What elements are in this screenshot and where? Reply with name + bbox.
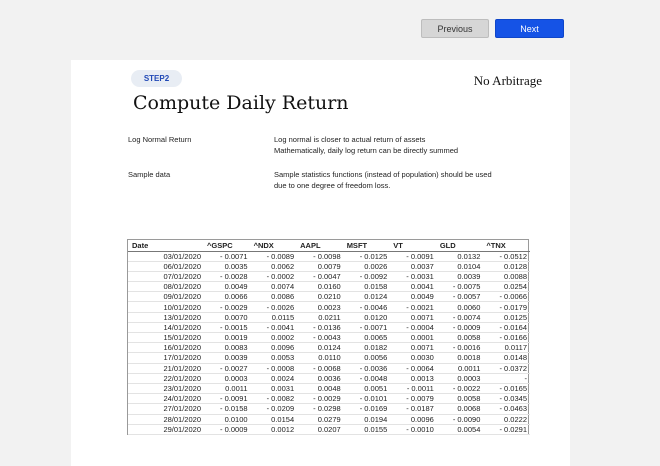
table-header-row [128, 240, 530, 251]
table-row [128, 383, 530, 393]
return-cell: 0.0096 [251, 343, 298, 353]
return-cell: 0.0051 [344, 383, 391, 393]
return-cell: 0.0096 [390, 414, 437, 424]
info-line: Mathematically, daily log return can be directly summed [274, 146, 459, 155]
return-cell: - 0.0098 [297, 251, 344, 261]
return-cell: 0.0035 [204, 261, 251, 271]
return-cell: 0.0110 [297, 353, 344, 363]
return-cell: - 0.0089 [251, 251, 298, 261]
return-cell: - 0.0027 [204, 363, 251, 373]
date-cell: 13/01/2020 [128, 312, 204, 322]
return-cell: 0.0036 [297, 373, 344, 383]
table-row [128, 333, 530, 343]
return-cell: 0.0054 [437, 424, 484, 434]
date-cell: 24/01/2020 [128, 394, 204, 404]
table-row [128, 363, 530, 373]
return-cell: - 0.0047 [297, 271, 344, 281]
date-cell: 10/01/2020 [128, 302, 204, 312]
return-cell: - 0.0074 [437, 312, 484, 322]
return-cell: 0.0053 [251, 353, 298, 363]
return-cell: - 0.0066 [483, 292, 530, 302]
return-cell: - 0.0048 [344, 373, 391, 383]
table-row [128, 424, 530, 434]
date-cell: 09/01/2020 [128, 292, 204, 302]
return-cell: 0.0048 [297, 383, 344, 393]
return-cell: 0.0194 [344, 414, 391, 424]
return-cell: - 0.0298 [297, 404, 344, 414]
return-cell: - 0.0512 [483, 251, 530, 261]
return-cell: 0.0117 [483, 343, 530, 353]
date-cell: 27/01/2020 [128, 404, 204, 414]
table-row [128, 312, 530, 322]
return-cell: 0.0125 [483, 312, 530, 322]
column-header: MSFT [344, 240, 391, 251]
return-cell: 0.0104 [437, 261, 484, 271]
table-row [128, 414, 530, 424]
return-cell: 0.0124 [297, 343, 344, 353]
return-cell: - 0.0165 [483, 383, 530, 393]
return-cell: - 0.0028 [204, 271, 251, 281]
table-row [128, 292, 530, 302]
date-cell: 17/01/2020 [128, 353, 204, 363]
info-text-sample-data [274, 169, 492, 191]
return-cell: 0.0062 [251, 261, 298, 271]
return-cell: - 0.0046 [344, 302, 391, 312]
return-cell: - 0.0092 [344, 271, 391, 281]
content-card [71, 60, 570, 466]
info-label-log-normal: Log Normal Return [128, 135, 192, 144]
returns-table-container [127, 239, 529, 435]
table-row [128, 322, 530, 332]
return-cell: - 0.0291 [483, 424, 530, 434]
return-cell: - 0.0009 [204, 424, 251, 434]
return-cell: - 0.0029 [204, 302, 251, 312]
date-cell: 28/01/2020 [128, 414, 204, 424]
column-header: ^GSPC [204, 240, 251, 251]
return-cell: - 0.0004 [390, 322, 437, 332]
return-cell: - 0.0002 [251, 271, 298, 281]
return-cell: - 0.0169 [344, 404, 391, 414]
table-row [128, 302, 530, 312]
return-cell: - 0.0010 [390, 424, 437, 434]
return-cell: - 0.0164 [483, 322, 530, 332]
return-cell: - 0.0179 [483, 302, 530, 312]
return-cell: 0.0222 [483, 414, 530, 424]
return-cell: 0.0060 [437, 302, 484, 312]
return-cell: 0.0019 [204, 333, 251, 343]
next-button[interactable]: Next [495, 19, 564, 38]
column-header: GLD [437, 240, 484, 251]
return-cell: - 0.0029 [297, 394, 344, 404]
return-cell: 0.0070 [204, 312, 251, 322]
page-title: Compute Daily Return [133, 92, 349, 114]
return-cell: 0.0079 [297, 261, 344, 271]
return-cell: - 0.0043 [297, 333, 344, 343]
return-cell: 0.0132 [437, 251, 484, 261]
info-label-sample-data: Sample data [128, 170, 171, 179]
column-header: Date [128, 240, 204, 251]
return-cell: - 0.0209 [251, 404, 298, 414]
return-cell: 0.0003 [204, 373, 251, 383]
info-line: due to one degree of freedom loss. [274, 181, 391, 190]
return-cell: 0.0024 [251, 373, 298, 383]
return-cell: - 0.0075 [437, 282, 484, 292]
return-cell: - 0.0016 [437, 343, 484, 353]
return-cell: - 0.0009 [437, 322, 484, 332]
return-cell: 0.0030 [390, 353, 437, 363]
date-cell: 14/01/2020 [128, 322, 204, 332]
return-cell: - 0.0090 [437, 414, 484, 424]
return-cell: 0.0211 [297, 312, 344, 322]
table-row [128, 404, 530, 414]
return-cell: 0.0001 [390, 333, 437, 343]
return-cell: - 0.0015 [204, 322, 251, 332]
return-cell: 0.0058 [437, 394, 484, 404]
date-cell: 15/01/2020 [128, 333, 204, 343]
return-cell: - 0.0036 [344, 363, 391, 373]
return-cell: - 0.0136 [297, 322, 344, 332]
return-cell: - 0.0068 [297, 363, 344, 373]
return-cell: 0.0023 [297, 302, 344, 312]
table-row [128, 282, 530, 292]
return-cell: - 0.0021 [390, 302, 437, 312]
return-cell: 0.0031 [251, 383, 298, 393]
return-cell: 0.0049 [390, 292, 437, 302]
return-cell: 0.0002 [251, 333, 298, 343]
return-cell: 0.0100 [204, 414, 251, 424]
return-cell: - 0.0091 [204, 394, 251, 404]
return-cell: - 0.0158 [204, 404, 251, 414]
return-cell: 0.0003 [437, 373, 484, 383]
return-cell: 0.0160 [297, 282, 344, 292]
return-cell: 0.0254 [483, 282, 530, 292]
return-cell: 0.0182 [344, 343, 391, 353]
table-row [128, 271, 530, 281]
return-cell: 0.0115 [251, 312, 298, 322]
column-header: AAPL [297, 240, 344, 251]
return-cell: 0.0056 [344, 353, 391, 363]
return-cell: 0.0210 [297, 292, 344, 302]
info-text-log-normal [274, 134, 458, 156]
date-cell: 29/01/2020 [128, 424, 204, 434]
return-cell: - 0.0079 [390, 394, 437, 404]
return-cell: - 0.0082 [251, 394, 298, 404]
return-cell: 0.0012 [251, 424, 298, 434]
return-cell: - 0.0031 [390, 271, 437, 281]
return-cell: 0.0066 [204, 292, 251, 302]
date-cell: 07/01/2020 [128, 271, 204, 281]
column-header: ^NDX [251, 240, 298, 251]
return-cell: - 0.0166 [483, 333, 530, 343]
return-cell: 0.0037 [390, 261, 437, 271]
return-cell: 0.0086 [251, 292, 298, 302]
return-cell: - 0.0041 [251, 322, 298, 332]
returns-table [128, 240, 530, 435]
table-row [128, 394, 530, 404]
return-cell: - 0.0372 [483, 363, 530, 373]
return-cell: 0.0026 [344, 261, 391, 271]
return-cell: 0.0013 [390, 373, 437, 383]
return-cell: 0.0158 [344, 282, 391, 292]
return-cell: - 0.0345 [483, 394, 530, 404]
table-row [128, 261, 530, 271]
return-cell: - 0.0026 [251, 302, 298, 312]
return-cell: - 0.0091 [390, 251, 437, 261]
return-cell: 0.0071 [390, 343, 437, 353]
return-cell: 0.0120 [344, 312, 391, 322]
date-cell: 08/01/2020 [128, 282, 204, 292]
return-cell: - 0.0022 [437, 383, 484, 393]
return-cell: 0.0039 [204, 353, 251, 363]
return-cell: 0.0071 [390, 312, 437, 322]
return-cell: - 0.0064 [390, 363, 437, 373]
return-cell: 0.0049 [204, 282, 251, 292]
return-cell: 0.0074 [251, 282, 298, 292]
step-badge: STEP2 [131, 70, 182, 87]
table-row [128, 373, 530, 383]
return-cell: - [483, 373, 530, 383]
return-cell: 0.0154 [251, 414, 298, 424]
return-cell: 0.0018 [437, 353, 484, 363]
date-cell: 03/01/2020 [128, 251, 204, 261]
return-cell: - 0.0071 [204, 251, 251, 261]
return-cell: - 0.0071 [344, 322, 391, 332]
return-cell: - 0.0187 [390, 404, 437, 414]
brand-logo-text: No Arbitrage [473, 73, 542, 88]
column-header: VT [390, 240, 437, 251]
return-cell: 0.0148 [483, 353, 530, 363]
return-cell: 0.0011 [437, 363, 484, 373]
table-body [128, 251, 530, 434]
return-cell: - 0.0011 [390, 383, 437, 393]
return-cell: 0.0039 [437, 271, 484, 281]
return-cell: 0.0128 [483, 261, 530, 271]
return-cell: 0.0207 [297, 424, 344, 434]
date-cell: 22/01/2020 [128, 373, 204, 383]
date-cell: 16/01/2020 [128, 343, 204, 353]
return-cell: 0.0058 [437, 333, 484, 343]
return-cell: - 0.0057 [437, 292, 484, 302]
return-cell: 0.0083 [204, 343, 251, 353]
table-row [128, 353, 530, 363]
previous-button[interactable]: Previous [421, 19, 489, 38]
info-line: Sample statistics functions (instead of population) should be used [274, 170, 492, 179]
return-cell: - 0.0008 [251, 363, 298, 373]
date-cell: 21/01/2020 [128, 363, 204, 373]
table-row [128, 343, 530, 353]
column-header: ^TNX [483, 240, 530, 251]
return-cell: 0.0124 [344, 292, 391, 302]
return-cell: 0.0065 [344, 333, 391, 343]
info-line: Log normal is closer to actual return of assets [274, 135, 426, 144]
return-cell: - 0.0125 [344, 251, 391, 261]
return-cell: 0.0279 [297, 414, 344, 424]
return-cell: 0.0088 [483, 271, 530, 281]
return-cell: 0.0011 [204, 383, 251, 393]
date-cell: 23/01/2020 [128, 383, 204, 393]
return-cell: 0.0041 [390, 282, 437, 292]
return-cell: - 0.0463 [483, 404, 530, 414]
table-row [128, 251, 530, 261]
return-cell: 0.0068 [437, 404, 484, 414]
return-cell: 0.0155 [344, 424, 391, 434]
return-cell: - 0.0101 [344, 394, 391, 404]
date-cell: 06/01/2020 [128, 261, 204, 271]
